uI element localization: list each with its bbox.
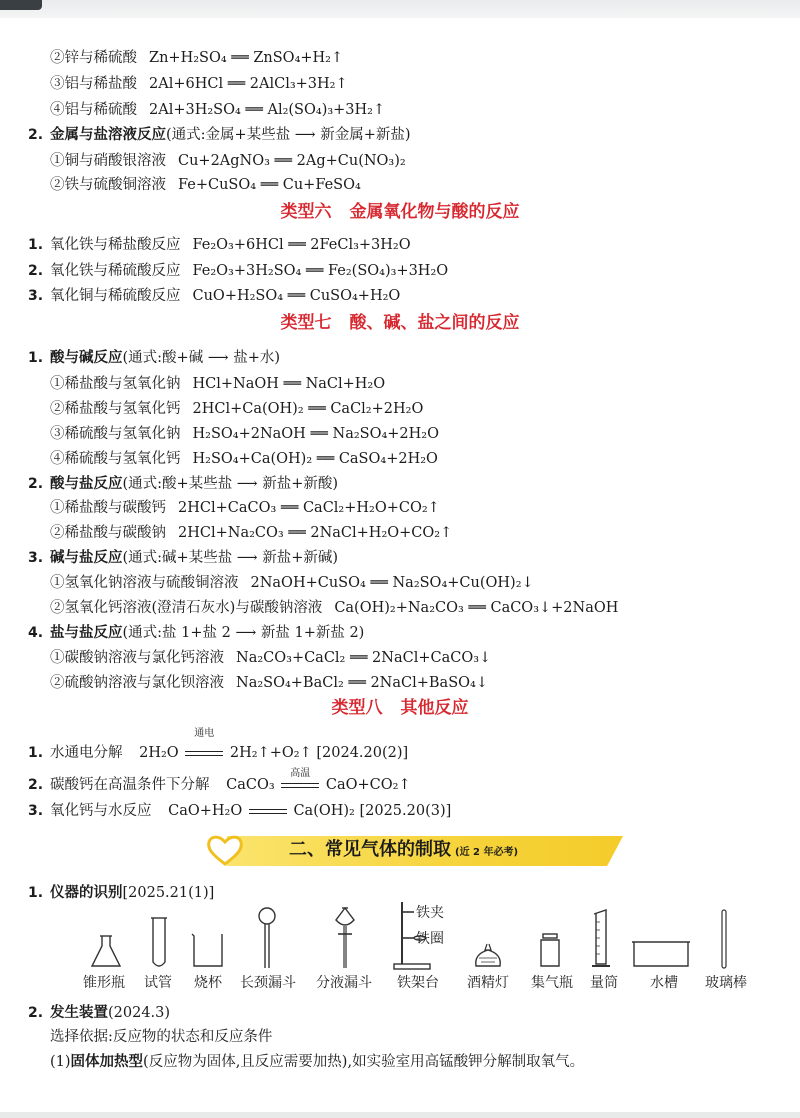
reaction-equation: Ca(OH)₂+Na₂CO₃ ══ CaCO₃↓+2NaOH	[334, 600, 619, 616]
reaction-label: ①氢氧化钠溶液与硫酸铜溶液	[50, 575, 239, 591]
exam-ref: [2025.20(3)]	[359, 803, 452, 819]
list-item	[28, 283, 400, 309]
ring-label: 铁圈	[416, 931, 444, 947]
reaction-equation: 2HCl+Ca(OH)₂ ══ CaCl₂+2H₂O	[192, 401, 424, 417]
condition-arrow	[279, 768, 321, 798]
list-item	[50, 396, 423, 422]
equation-lhs: CaO+H₂O	[168, 803, 243, 819]
list-item	[28, 728, 409, 766]
item-number: 2.	[28, 476, 44, 492]
top-scan-strip	[0, 0, 800, 18]
item-number: 4.	[28, 625, 44, 641]
reaction-label: ②稀盐酸与氢氧化钙	[50, 401, 181, 417]
reaction-equation: Fe+CuSO₄ ══ Cu+FeSO₄	[178, 177, 361, 193]
item-number: 2.	[28, 1005, 44, 1021]
list-item	[50, 645, 491, 671]
list-item	[50, 97, 385, 123]
reaction-equation: 2Al+3H₂SO₄ ══ Al₂(SO₄)₃+3H₂↑	[149, 102, 386, 118]
item-number: 3.	[28, 288, 44, 304]
exam-ref: [2025.21(1)]	[122, 885, 215, 901]
equals-sign	[247, 798, 289, 824]
instrument-label: 锥形瓶	[83, 975, 125, 991]
exam-ref: [2024.20(2)]	[316, 745, 409, 761]
reaction-equation: 2HCl+CaCO₃ ══ CaCl₂+H₂O+CO₂↑	[178, 500, 440, 516]
list-item	[50, 371, 385, 397]
type-label: 类型六	[280, 202, 332, 222]
list-item	[50, 148, 406, 174]
section-heading	[28, 471, 338, 497]
general-formula: (通式:碱+某些盐 ⟶ 新盐+新碱)	[122, 550, 339, 566]
section-heading	[28, 345, 280, 371]
section-title: 酸与盐反应	[50, 476, 123, 492]
list-item	[50, 520, 452, 546]
section-heading	[28, 1000, 170, 1026]
instrument-label: 烧杯	[194, 975, 222, 991]
reaction-equation: Cu+2AgNO₃ ══ 2Ag+Cu(NO₃)₂	[178, 153, 406, 169]
type-title: 其他反应	[400, 698, 469, 718]
banner-title	[289, 833, 518, 867]
item-number: 1.	[28, 885, 44, 901]
reaction-label: 氧化钙与水反应	[50, 803, 152, 819]
selection-basis	[50, 1024, 272, 1050]
section-title: 仪器的识别	[50, 885, 123, 901]
section-heading	[28, 545, 338, 571]
general-formula: (通式:盐 1+盐 2 ⟶ 新盐 1+新盐 2)	[122, 625, 365, 641]
condition-text: 通电	[194, 728, 215, 739]
reaction-label: ④铝与稀硫酸	[50, 102, 137, 118]
list-item	[28, 798, 451, 824]
gas-jar-icon	[535, 900, 595, 972]
reaction-label: 氧化铁与稀盐酸反应	[50, 237, 181, 253]
reaction-equation: 2NaOH+CuSO₄ ══ Na₂SO₄+Cu(OH)₂↓	[250, 575, 534, 591]
reaction-label: ④稀硫酸与氢氧化钙	[50, 451, 181, 467]
list-item	[50, 71, 348, 97]
reaction-label: ①铜与硝酸银溶液	[50, 153, 166, 169]
item-number: 2.	[28, 777, 44, 793]
general-formula: (通式:酸+碱 ⟶ 盐+水)	[122, 350, 281, 366]
type-number: (1)	[50, 1054, 71, 1070]
type-heading	[0, 198, 800, 226]
reaction-equation: Fe₂O₃+3H₂SO₄ ══ Fe₂(SO₄)₃+3H₂O	[192, 263, 449, 279]
bottom-scan-strip	[0, 1112, 800, 1118]
list-item	[28, 768, 411, 798]
instrument-label: 酒精灯	[467, 975, 509, 991]
reaction-equation: H₂SO₄+2NaOH ══ Na₂SO₄+2H₂O	[192, 426, 440, 442]
instrument-label: 长颈漏斗	[240, 975, 296, 991]
list-item	[50, 421, 439, 447]
item-number: 1.	[28, 350, 44, 366]
reaction-equation	[226, 768, 411, 798]
reaction-label: ①碳酸钠溶液与氯化钙溶液	[50, 650, 224, 666]
reaction-label: ①稀盐酸与碳酸钙	[50, 500, 166, 516]
equation-lhs: 2H₂O	[139, 745, 179, 761]
general-formula: (通式:金属+某些盐 ⟶ 新金属+新盐)	[166, 127, 411, 143]
section-banner	[205, 833, 623, 867]
list-item	[50, 495, 440, 521]
instrument-label: 分液漏斗	[316, 975, 372, 991]
reaction-equation	[139, 728, 409, 766]
reaction-equation: 2HCl+Na₂CO₃ ══ 2NaCl+H₂O+CO₂↑	[178, 525, 453, 541]
water-trough-icon	[630, 900, 694, 972]
type-label: 类型八	[331, 698, 383, 718]
reaction-equation	[168, 798, 451, 824]
section-heading	[28, 122, 411, 148]
item-number: 1.	[28, 745, 44, 761]
instrument-label: 水槽	[650, 975, 678, 991]
reaction-equation: 2Al+6HCl ══ 2AlCl₃+3H₂↑	[149, 76, 348, 92]
list-item	[50, 570, 534, 596]
type-heading	[0, 694, 800, 722]
reaction-equation: Fe₂O₃+6HCl ══ 2FeCl₃+3H₂O	[192, 237, 411, 253]
reaction-label: ②稀盐酸与碳酸钠	[50, 525, 166, 541]
section-title: 酸与碱反应	[50, 350, 123, 366]
basis-text: 选择依据:反应物的状态和反应条件	[50, 1029, 273, 1045]
instrument-label: 铁架台	[397, 975, 439, 991]
reaction-label: 氧化铁与稀硫酸反应	[50, 263, 181, 279]
instrument-label: 试管	[144, 975, 172, 991]
reaction-equation: H₂SO₄+Ca(OH)₂ ══ CaSO₄+2H₂O	[192, 451, 438, 467]
instrument-label: 量筒	[590, 975, 618, 991]
reaction-label: ③稀硫酸与氢氧化钠	[50, 426, 181, 442]
reaction-label: ②氢氧化钙溶液(澄清石灰水)与碳酸钠溶液	[50, 600, 323, 616]
beaker-icon	[186, 900, 246, 972]
item-number: 3.	[28, 803, 44, 819]
device-type	[50, 1049, 584, 1075]
instrument-label: 集气瓶	[531, 975, 573, 991]
condition-text: 高温	[290, 768, 311, 779]
equation-rhs: 2H₂↑+O₂↑	[229, 745, 312, 761]
list-item	[50, 670, 488, 696]
type-title: 酸、碱、盐之间的反应	[349, 313, 520, 333]
clip-label: 铁夹	[416, 905, 444, 921]
type-title: 金属氧化物与酸的反应	[349, 202, 520, 222]
reaction-label: ③铝与稀盐酸	[50, 76, 137, 92]
section-heading	[28, 620, 364, 646]
list-item	[28, 258, 448, 284]
corner-mark	[0, 0, 42, 10]
type-title: 固体加热型	[70, 1054, 144, 1070]
item-number: 2.	[28, 127, 44, 143]
equation-lhs: CaCO₃	[226, 777, 275, 793]
reaction-equation: Zn+H₂SO₄ ══ ZnSO₄+H₂↑	[149, 50, 344, 66]
reaction-label: ②铁与硫酸铜溶液	[50, 177, 166, 193]
section-title: 盐与盐反应	[50, 625, 123, 641]
reaction-label: 氧化铜与稀硫酸反应	[50, 288, 181, 304]
section-title: 碱与盐反应	[50, 550, 123, 566]
glass-rod-icon	[712, 900, 736, 972]
type-heading	[0, 309, 800, 337]
reaction-label: 碳酸钙在高温条件下分解	[50, 777, 210, 793]
reaction-label: ②锌与稀硫酸	[50, 50, 137, 66]
equation-rhs: Ca(OH)₂	[293, 803, 355, 819]
reaction-label: 水通电分解	[50, 745, 123, 761]
list-item	[50, 172, 361, 198]
exam-ref: (2024.3)	[108, 1005, 171, 1021]
reaction-equation: Na₂CO₃+CaCl₂ ══ 2NaCl+CaCO₃↓	[236, 650, 492, 666]
item-number: 2.	[28, 263, 44, 279]
item-number: 3.	[28, 550, 44, 566]
reaction-equation: Na₂SO₄+BaCl₂ ══ 2NaCl+BaSO₄↓	[236, 675, 488, 691]
conical-flask-icon	[86, 900, 146, 972]
type-description: (反应物为固体,且反应需要加热),如实验室用高锰酸钾分解制取氧气。	[143, 1054, 585, 1070]
instrument-label: 玻璃棒	[705, 975, 747, 991]
section-note: (近 2 年必考)	[455, 847, 519, 858]
reaction-label: ①稀盐酸与氢氧化钠	[50, 376, 181, 392]
list-item	[50, 45, 343, 71]
reaction-equation: CuO+H₂SO₄ ══ CuSO₄+H₂O	[192, 288, 401, 304]
list-item	[50, 446, 438, 472]
equation-rhs: CaO+CO₂↑	[325, 777, 411, 793]
alcohol-lamp-icon	[470, 900, 530, 972]
general-formula: (通式:酸+某些盐 ⟶ 新盐+新酸)	[122, 476, 339, 492]
heart-icon	[205, 833, 245, 867]
separatory-funnel-icon	[330, 900, 390, 972]
item-number: 1.	[28, 237, 44, 253]
section-title: 金属与盐溶液反应	[50, 127, 166, 143]
list-item	[50, 595, 618, 621]
list-item	[28, 232, 411, 258]
reaction-label: ②硫酸钠溶液与氯化钡溶液	[50, 675, 224, 691]
section-title: 二、常见气体的制取	[289, 839, 451, 860]
type-label: 类型七	[280, 313, 332, 333]
section-title: 发生装置	[50, 1005, 108, 1021]
long-neck-funnel-icon	[252, 900, 312, 972]
reaction-equation: HCl+NaOH ══ NaCl+H₂O	[192, 376, 386, 392]
